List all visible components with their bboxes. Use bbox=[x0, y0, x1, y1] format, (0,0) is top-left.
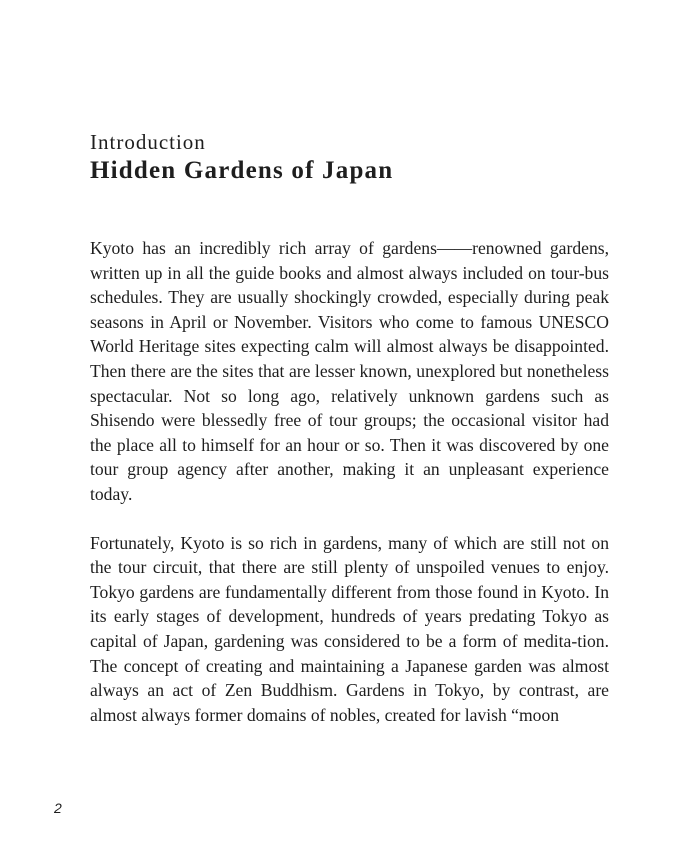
chapter-title: Hidden Gardens of Japan bbox=[90, 157, 394, 184]
section-eyebrow: Introduction bbox=[90, 130, 206, 154]
body-text bbox=[90, 236, 609, 727]
paragraph: Fortunately, Kyoto is so rich in gardens, many of which are still not on the tour circuit, that there are still plenty of unspoiled venues to enjoy. Tokyo gardens are fundamentally different from those found in Kyoto. In its early stages of development, hundreds of years predating Tokyo as capital of Japan, gardening was considered to be a form of medita-tion. The concept of creating and maintaining a Japanese garden was almost always an act of Zen Buddhism. Gardens in Tokyo, by contrast, are almost always former domains of nobles, created for lavish “moon bbox=[90, 532, 609, 725]
page-content bbox=[90, 128, 609, 751]
page-number: 2 bbox=[54, 800, 62, 816]
paragraph: Kyoto has an incredibly rich array of gardens——renowned gardens, written up in all the guide books and almost always included on tour-bus schedules. They are usually shockingly crowded, especially during peak seasons in April or November. Visitors who come to famous UNESCO World Heritage sites expecting calm will almost always be disappointed. Then there are the sites that are lesser known, unexplored but nonetheless spectacular. Not so long ago, relatively unknown gardens such as Shisendo were blessedly free of tour groups; the occasional visitor had the place all to himself for an hour or so. Then it was discovered by one tour group agency after another, making it an unpleasant experience today. bbox=[90, 238, 609, 504]
